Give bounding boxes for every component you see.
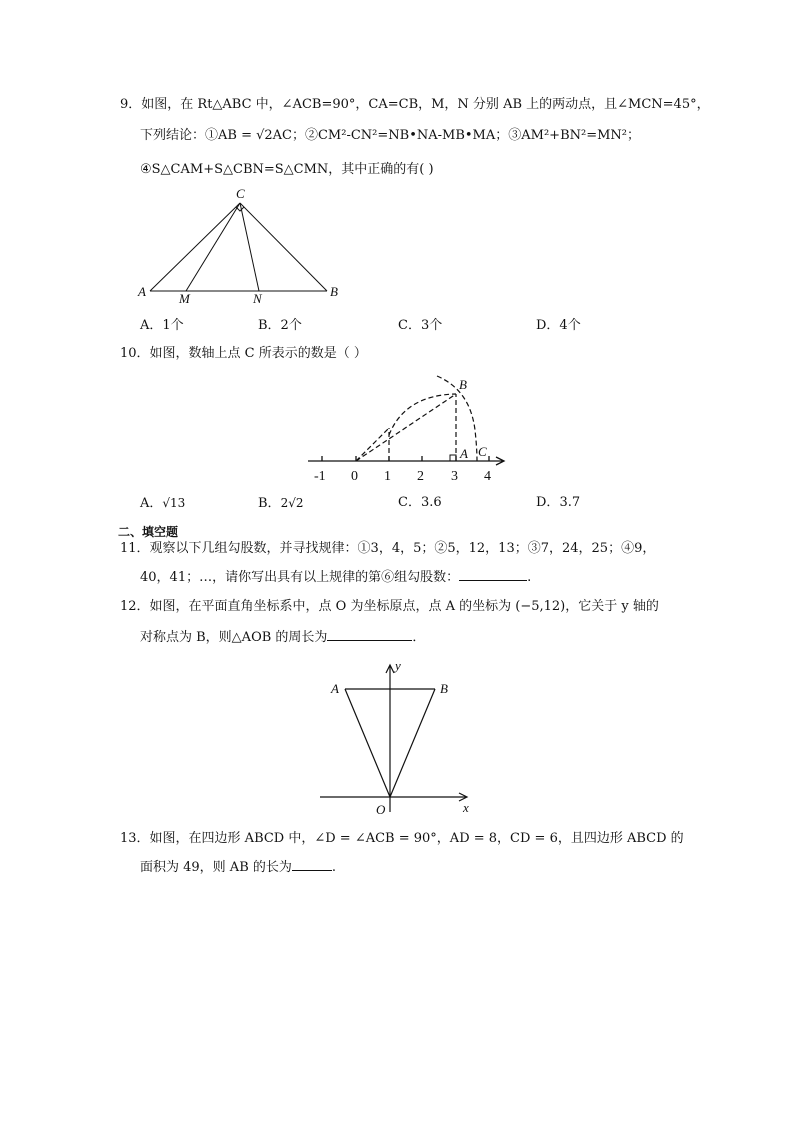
q13-line2 <box>140 858 336 877</box>
q9-line2: 下列结论：①AB = √2AC；②CM²-CN²=NB•NA-MB•MA；③AM²+BN²=MN²； <box>140 128 640 143</box>
q9-label-a: A <box>138 284 146 299</box>
q13-line2-end: . <box>331 860 337 875</box>
q11-line1: 11．观察以下几组勾股数，并寻找规律：①3，4，5；②5，12，13；③7，24，25；④9， <box>120 541 656 556</box>
q12-label-a: A <box>331 681 339 696</box>
q9-label-n: N <box>253 291 262 306</box>
q9-line1: 9．如图，在 Rt△ABC 中，∠ACB=90°，CA=CB，M，N 分别 AB 上的两动点，且∠MCN=45°， <box>120 97 710 112</box>
q10-option-d-prefix: D． <box>536 495 560 510</box>
q10-label-a: A <box>460 446 468 461</box>
q10-tick-2: 2 <box>417 469 424 484</box>
q12-segment-bo <box>390 689 435 797</box>
q10-option-c-value: 3.6 <box>420 495 442 510</box>
q9-option-b: B．2个 <box>258 318 302 333</box>
q13-line1: 13．如图，在四边形 ABCD 中，∠D = ∠ACB = 90°，AD = 8，CD = 6，且四边形 ABCD 的 <box>120 831 684 846</box>
q12-label-x: x <box>463 800 469 815</box>
q10-option-a-prefix: A． <box>140 496 163 511</box>
q10-option-b-prefix: B． <box>258 496 281 511</box>
q10-option-a-value: √13 <box>162 496 186 510</box>
q10-option-d-value: 3.7 <box>559 495 581 510</box>
q11-line2-end: . <box>527 570 532 585</box>
q9-option-a: A．1个 <box>140 318 184 333</box>
q12-label-o: O <box>376 802 386 817</box>
q12-label-b: B <box>440 681 448 696</box>
q9-line3: ④S△CAM+S△CBN=S△CMN，其中正确的有( ) <box>140 162 434 177</box>
q11-line2-text: 40，41；…，请你写出具有以上规律的第⑥组勾股数： <box>140 570 460 585</box>
q10-line1: 10．如图，数轴上点 C 所表示的数是（ ） <box>120 346 367 361</box>
q10-tick-3: 3 <box>451 469 458 484</box>
q12-line2-end: ． <box>412 630 426 645</box>
q13-answer-blank[interactable] <box>292 858 332 871</box>
q12-segment-ao <box>345 689 390 797</box>
q9-option-d: D．4个 <box>536 318 581 333</box>
q10-label-b: B <box>459 377 467 392</box>
q10-label-c: C <box>478 444 487 459</box>
q13-line2-text: 面积为 49，则 AB 的长为 <box>140 860 292 875</box>
q10-tick-1: 1 <box>384 469 391 484</box>
q12-line1: 12．如图，在平面直角坐标系中，点 O 为坐标原点，点 A 的坐标为 (−5,12)，它关于 y 轴的 <box>120 599 659 614</box>
q9-label-m: M <box>179 291 190 306</box>
q10-tick-4: 4 <box>484 469 491 484</box>
q12-line2-text: 对称点为 B，则△AOB 的周长为 <box>140 630 328 645</box>
q10-option-c-prefix: C． <box>398 495 421 510</box>
section-heading-fill-in: 二、填空题 <box>118 525 179 539</box>
q10-tick-0: 0 <box>351 469 358 484</box>
q9-label-b: B <box>330 284 338 299</box>
q10-option-b-value: 2√2 <box>280 496 304 510</box>
q12-label-y: y <box>395 658 401 673</box>
q10-tick-neg1: -1 <box>314 469 326 484</box>
q9-label-c: C <box>236 186 245 201</box>
q9-option-c: C．3个 <box>398 318 443 333</box>
